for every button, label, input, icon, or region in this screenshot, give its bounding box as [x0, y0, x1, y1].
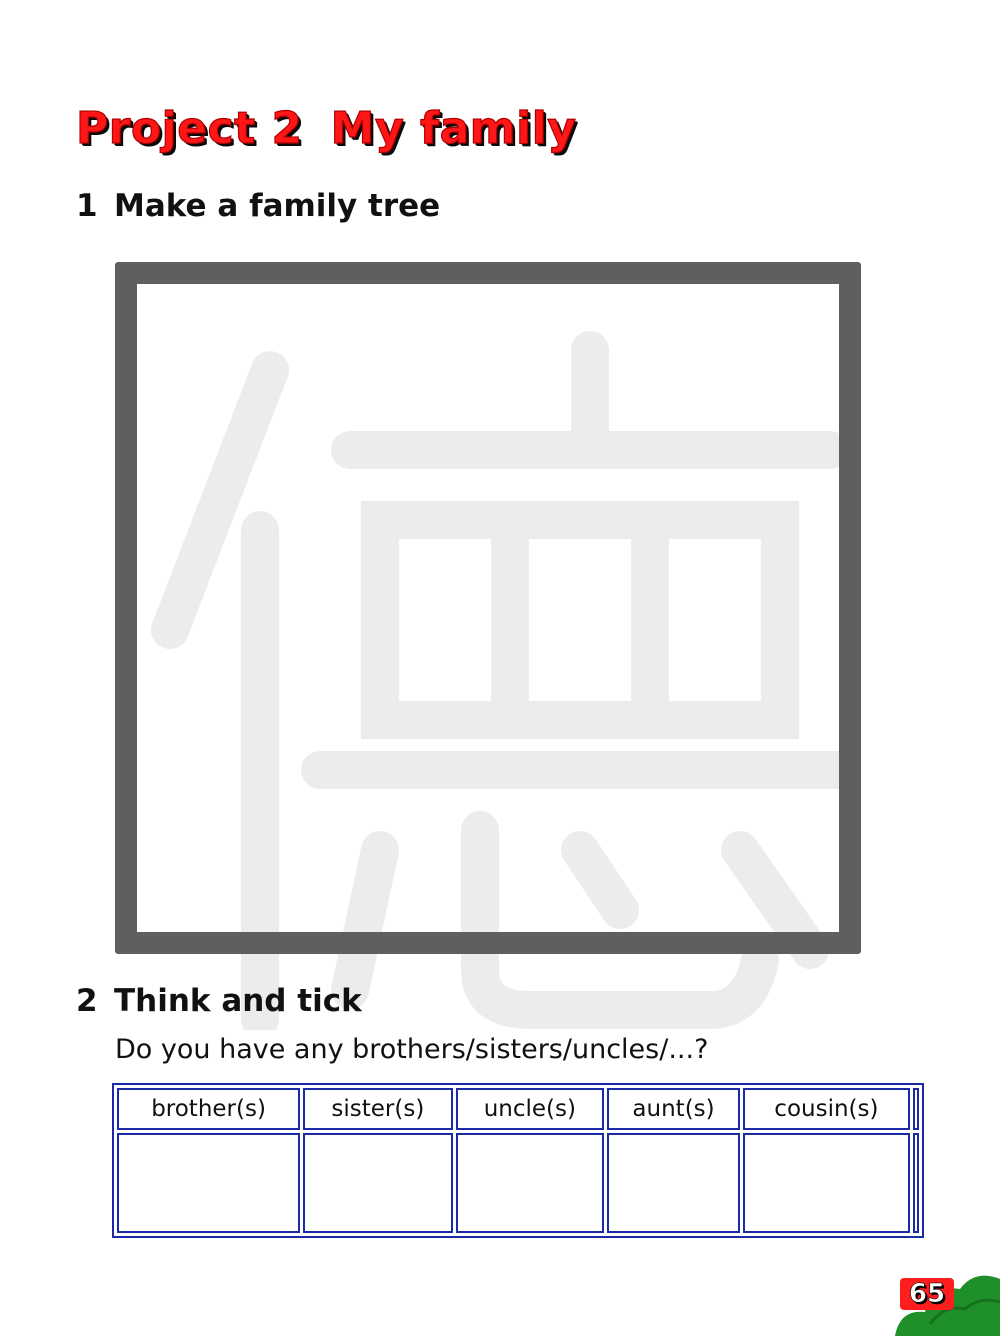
table-tick-row	[117, 1133, 919, 1233]
tick-cell-brothers[interactable]	[117, 1133, 300, 1233]
tick-cell-cousins[interactable]	[743, 1133, 910, 1233]
family-question: Do you have any brothers/sisters/uncles/...?	[115, 1034, 709, 1065]
header-uncles: uncle(s)	[456, 1088, 604, 1130]
tick-cell-uncles[interactable]	[456, 1133, 604, 1233]
header-sisters: sister(s)	[303, 1088, 452, 1130]
title-project-label: Project 2	[76, 103, 303, 154]
section-1-number: 1	[76, 188, 98, 224]
tick-cell-sisters[interactable]	[303, 1133, 452, 1233]
tick-cell-blank[interactable]	[913, 1133, 919, 1233]
header-aunts: aunt(s)	[607, 1088, 740, 1130]
header-cousins: cousin(s)	[743, 1088, 910, 1130]
section-1-heading	[76, 188, 440, 224]
section-1-title: Make a family tree	[114, 188, 441, 224]
section-2-title: Think and tick	[114, 983, 362, 1019]
family-tree-drawing-area[interactable]	[115, 262, 861, 954]
section-2-number: 2	[76, 983, 98, 1019]
tick-cell-aunts[interactable]	[607, 1133, 740, 1233]
section-2-heading	[76, 983, 362, 1019]
family-tick-table	[112, 1083, 924, 1238]
header-blank	[913, 1088, 919, 1130]
header-brothers: brother(s)	[117, 1088, 300, 1130]
page-title	[76, 103, 576, 154]
page-number-badge: 65	[900, 1278, 954, 1310]
table-header-row	[117, 1088, 919, 1130]
title-topic-label: My family	[330, 103, 577, 154]
